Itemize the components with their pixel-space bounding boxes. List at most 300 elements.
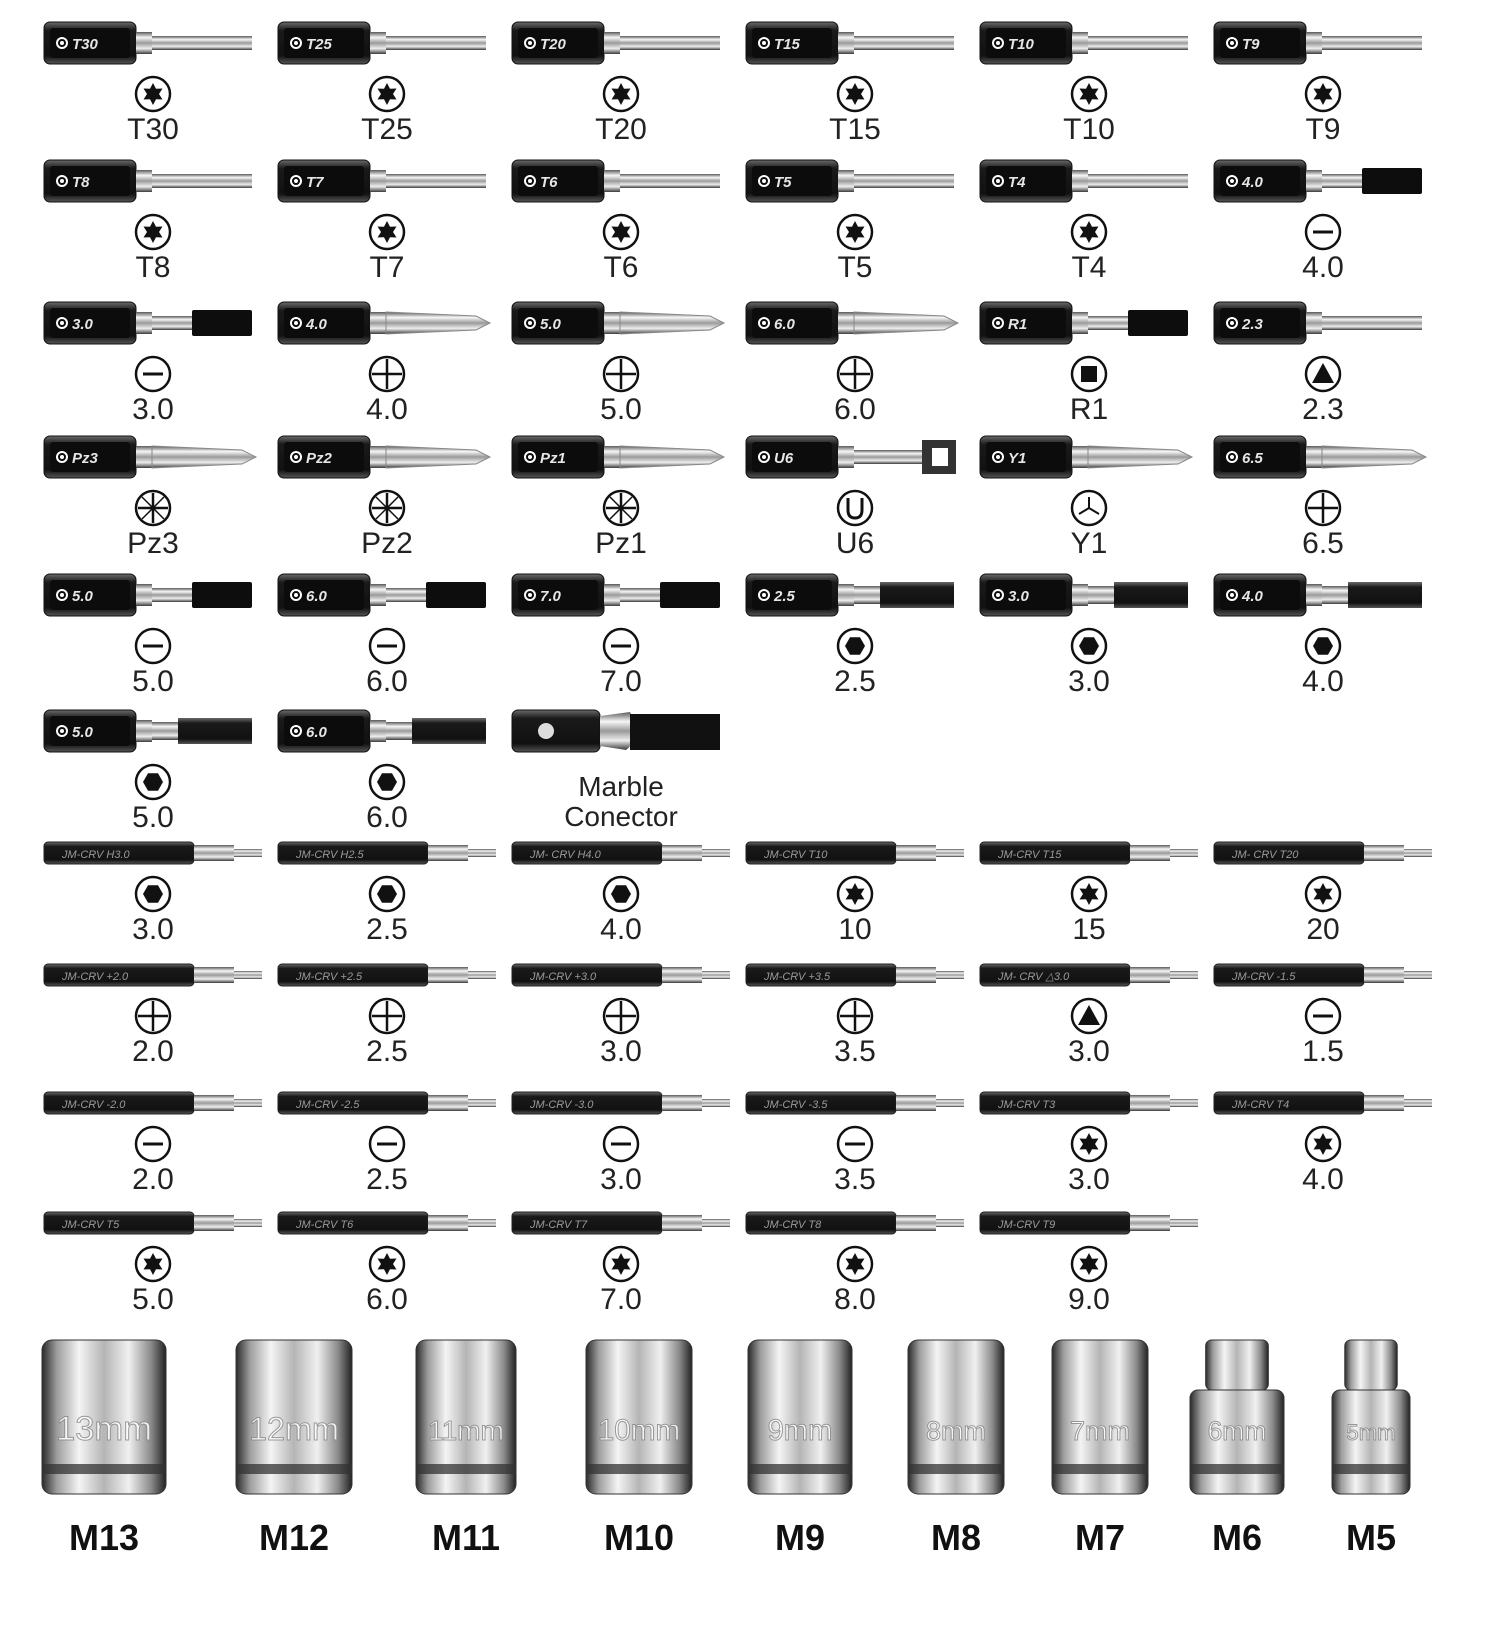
bit-cell (1208, 958, 1438, 1068)
bit-cell (974, 298, 1204, 426)
bit-cell (1208, 156, 1438, 284)
bit-cell (38, 1206, 268, 1316)
bit-image (978, 570, 1200, 622)
bit-image (42, 156, 264, 208)
torx-icon (835, 74, 875, 114)
bit-image (42, 958, 264, 992)
bit-cell (740, 836, 970, 946)
bit-cell (38, 432, 268, 560)
svg-text:8mm: 8mm (926, 1416, 986, 1446)
svg-text:T15: T15 (774, 36, 800, 53)
slot-icon (133, 1124, 173, 1164)
pozi-icon (367, 488, 407, 528)
hex-icon (133, 762, 173, 802)
svg-text:JM-CRV -3.0: JM-CRV -3.0 (530, 1099, 594, 1111)
hex-icon (367, 874, 407, 914)
socket-label: M11 (431, 1517, 501, 1558)
square-icon (1069, 354, 1109, 394)
bit-label: 7.0 (600, 665, 642, 698)
bit-image (276, 570, 498, 622)
socket-label: M5 (1345, 1517, 1396, 1558)
bit-image (276, 432, 498, 484)
bit-cell (740, 958, 970, 1068)
svg-text:R1: R1 (1008, 316, 1028, 333)
svg-text:JM-CRV +2.5: JM-CRV +2.5 (296, 971, 363, 983)
svg-text:JM-CRV T3: JM-CRV T3 (998, 1099, 1056, 1111)
svg-text:6mm: 6mm (1207, 1416, 1267, 1446)
bit-cell (974, 958, 1204, 1068)
svg-text:JM-CRV +3.0: JM-CRV +3.0 (530, 971, 597, 983)
bit-label: 3.0 (600, 1035, 642, 1068)
bit-label: 1.5 (1302, 1035, 1344, 1068)
torx-icon (1069, 74, 1109, 114)
bit-label: 3.0 (1068, 1163, 1110, 1196)
svg-text:6.0: 6.0 (306, 724, 327, 741)
bit-image (1212, 836, 1434, 870)
bit-image (276, 836, 498, 870)
bit-image (978, 1086, 1200, 1120)
bit-image (744, 836, 966, 870)
bit-label: Pz3 (127, 527, 179, 560)
bit-label: Marble (578, 771, 664, 802)
bit-cell (38, 570, 268, 698)
slot-icon (133, 354, 173, 394)
torx-icon (1069, 874, 1109, 914)
svg-text:Pz2: Pz2 (306, 450, 332, 467)
bit-label: 2.3 (1302, 393, 1344, 426)
svg-text:JM- CRV H4.0: JM- CRV H4.0 (530, 849, 601, 861)
socket-image (746, 1336, 854, 1498)
bit-cell (272, 156, 502, 284)
bit-cell (272, 836, 502, 946)
bit-label: Pz1 (595, 527, 647, 560)
bit-image (510, 570, 732, 622)
bit-cell (1208, 18, 1438, 146)
bit-cell (974, 18, 1204, 146)
bit-label: 8.0 (834, 1283, 876, 1316)
bit-cell (272, 432, 502, 560)
socket (906, 1336, 1006, 1559)
bit-image (510, 1086, 732, 1120)
bit-cell (974, 1206, 1204, 1316)
bit-label: T15 (829, 113, 881, 146)
torx-icon (133, 1244, 173, 1284)
svg-text:JM-CRV T6: JM-CRV T6 (296, 1219, 354, 1231)
bit-cell (38, 836, 268, 946)
bit-label: 4.0 (366, 393, 408, 426)
hex-icon (1303, 626, 1343, 666)
bit-cell (38, 18, 268, 146)
bit-cell (740, 156, 970, 284)
svg-text:T20: T20 (540, 36, 566, 53)
svg-text:T5: T5 (774, 174, 792, 191)
bit-label: 2.5 (366, 1163, 408, 1196)
svg-text:JM-CRV T10: JM-CRV T10 (764, 849, 828, 861)
socket-image (906, 1336, 1006, 1498)
phillips-icon (133, 996, 173, 1036)
bit-image (510, 18, 732, 70)
slot-icon (601, 1124, 641, 1164)
svg-text:JM-CRV T8: JM-CRV T8 (764, 1219, 822, 1231)
bit-label: 15 (1072, 913, 1106, 946)
bit-image (1212, 958, 1434, 992)
bit-label: 2.5 (834, 665, 876, 698)
bit-label: 3.0 (1068, 665, 1110, 698)
socket-image (1188, 1336, 1286, 1498)
bit-cell (974, 1086, 1204, 1196)
slot-icon (1303, 996, 1343, 1036)
hex-icon (835, 626, 875, 666)
hex-icon (601, 874, 641, 914)
torx-icon (835, 874, 875, 914)
bit-label: 10 (838, 913, 872, 946)
bit-cell (740, 1206, 970, 1316)
bit-label: Conector (564, 801, 678, 832)
svg-text:JM-CRV T9: JM-CRV T9 (998, 1219, 1056, 1231)
bit-image (744, 570, 966, 622)
torx-icon (835, 1244, 875, 1284)
bit-cell (740, 18, 970, 146)
bit-cell (272, 570, 502, 698)
bit-label: 2.5 (366, 1035, 408, 1068)
bit-image (42, 1086, 264, 1120)
bit-cell (506, 156, 736, 284)
bit-image (276, 1206, 498, 1240)
bit-image (978, 298, 1200, 350)
bit-label: 6.0 (366, 1283, 408, 1316)
socket-label: M12 (258, 1517, 330, 1558)
bit-label: 6.0 (366, 801, 408, 834)
svg-text:T10: T10 (1008, 36, 1034, 53)
bit-label: T8 (135, 251, 171, 284)
bit-label: 3.5 (834, 1163, 876, 1196)
bit-cell (272, 706, 502, 834)
socket (234, 1336, 354, 1559)
bit-label: 2.5 (366, 913, 408, 946)
bit-image (978, 156, 1200, 208)
socket-image (234, 1336, 354, 1498)
torx-icon (1069, 1244, 1109, 1284)
svg-text:Pz1: Pz1 (540, 450, 566, 467)
bit-cell (506, 1086, 736, 1196)
torx-icon (601, 1244, 641, 1284)
bit-image (510, 836, 732, 870)
socket (746, 1336, 854, 1559)
svg-text:JM- CRV △3.0: JM- CRV △3.0 (998, 971, 1070, 983)
torx-icon (367, 74, 407, 114)
socket-label: M6 (1211, 1517, 1262, 1558)
svg-text:JM-CRV T5: JM-CRV T5 (62, 1219, 120, 1231)
bit-label: 3.0 (1068, 1035, 1110, 1068)
bit-label: 3.0 (132, 393, 174, 426)
bit-cell (974, 156, 1204, 284)
bit-label: T20 (595, 113, 647, 146)
svg-text:JM-CRV -2.0: JM-CRV -2.0 (62, 1099, 126, 1111)
svg-text:T4: T4 (1008, 174, 1026, 191)
socket-image (1050, 1336, 1150, 1498)
socket (40, 1336, 168, 1559)
slot-icon (1303, 212, 1343, 252)
svg-text:T9: T9 (1242, 36, 1260, 53)
bit-label: 4.0 (1302, 251, 1344, 284)
socket (414, 1336, 518, 1559)
bit-cell (272, 1086, 502, 1196)
bit-cell (740, 570, 970, 698)
svg-text:5.0: 5.0 (540, 316, 561, 333)
slot-icon (367, 626, 407, 666)
bit-image (744, 298, 966, 350)
bit-image (744, 958, 966, 992)
phillips-icon (601, 354, 641, 394)
bit-image (42, 570, 264, 622)
socket (1188, 1336, 1286, 1559)
slot-icon (133, 626, 173, 666)
socket (584, 1336, 694, 1559)
phillips-icon (601, 996, 641, 1036)
svg-text:7mm: 7mm (1070, 1416, 1130, 1446)
bit-label: 3.0 (600, 1163, 642, 1196)
bit-image (276, 706, 498, 758)
slot-icon (601, 626, 641, 666)
socket-image (584, 1336, 694, 1498)
bit-cell (38, 706, 268, 834)
socket-image (40, 1336, 168, 1498)
bit-image (978, 432, 1200, 484)
bit-cell (1208, 298, 1438, 426)
torx-icon (601, 212, 641, 252)
bit-image (510, 298, 732, 350)
bit-image (744, 18, 966, 70)
bit-image (510, 706, 732, 758)
svg-text:T6: T6 (540, 174, 558, 191)
svg-text:JM-CRV -3.5: JM-CRV -3.5 (764, 1099, 828, 1111)
svg-text:JM-CRV H3.0: JM-CRV H3.0 (62, 849, 130, 861)
svg-text:JM-CRV H2.5: JM-CRV H2.5 (296, 849, 364, 861)
torx-icon (601, 74, 641, 114)
bit-label: 6.5 (1302, 527, 1344, 560)
bit-cell (974, 570, 1204, 698)
bit-cell (506, 570, 736, 698)
socket-label: M13 (68, 1517, 140, 1558)
svg-text:JM-CRV T7: JM-CRV T7 (530, 1219, 588, 1231)
socket-image (1330, 1336, 1412, 1498)
bit-image (276, 298, 498, 350)
bit-label: 4.0 (600, 913, 642, 946)
bit-cell (272, 298, 502, 426)
bit-cell (1208, 836, 1438, 946)
svg-text:5.0: 5.0 (72, 724, 93, 741)
svg-text:5.0: 5.0 (72, 588, 93, 605)
bit-image (978, 958, 1200, 992)
u-icon (835, 488, 875, 528)
bit-label: Y1 (1070, 527, 1108, 560)
bit-label: 20 (1306, 913, 1340, 946)
socket-label: M7 (1074, 1517, 1125, 1558)
pozi-icon (133, 488, 173, 528)
svg-text:JM-CRV T15: JM-CRV T15 (998, 849, 1062, 861)
svg-text:3.0: 3.0 (72, 316, 93, 333)
bit-image (42, 298, 264, 350)
svg-text:11mm: 11mm (428, 1415, 504, 1446)
bit-cell (974, 432, 1204, 560)
bit-cell (740, 432, 970, 560)
bit-cell (506, 836, 736, 946)
bit-label: T30 (127, 113, 179, 146)
bit-image (1212, 156, 1434, 208)
svg-text:JM-CRV +3.5: JM-CRV +3.5 (764, 971, 831, 983)
bit-cell (38, 958, 268, 1068)
bit-label: U6 (835, 527, 875, 560)
svg-text:2.5: 2.5 (774, 588, 795, 605)
bit-label: 5.0 (132, 665, 174, 698)
svg-text:7.0: 7.0 (540, 588, 561, 605)
bit-label: T4 (1071, 251, 1107, 284)
slot-icon (835, 1124, 875, 1164)
bit-image (744, 1206, 966, 1240)
triangle-icon (1069, 996, 1109, 1036)
svg-text:9mm: 9mm (767, 1415, 833, 1447)
svg-text:6.5: 6.5 (1242, 450, 1263, 467)
bit-label: 4.0 (1302, 665, 1344, 698)
triangle-icon (1303, 354, 1343, 394)
svg-text:T25: T25 (306, 36, 332, 53)
svg-text:T30: T30 (72, 36, 98, 53)
bit-cell (974, 836, 1204, 946)
bit-cell (272, 18, 502, 146)
bit-label: 5.0 (600, 393, 642, 426)
phillips-icon (1303, 488, 1343, 528)
bit-image (510, 156, 732, 208)
svg-text:JM- CRV T20: JM- CRV T20 (1232, 849, 1299, 861)
bit-label: T25 (361, 113, 413, 146)
bit-image (1212, 1086, 1434, 1120)
bit-image (276, 18, 498, 70)
bit-image (978, 18, 1200, 70)
svg-text:JM-CRV -1.5: JM-CRV -1.5 (1232, 971, 1296, 983)
torx-icon (367, 1244, 407, 1284)
bit-image (1212, 18, 1434, 70)
phillips-icon (367, 354, 407, 394)
bit-image (978, 836, 1200, 870)
bit-label: Pz2 (361, 527, 413, 560)
bit-label: 5.0 (132, 801, 174, 834)
bit-image (42, 18, 264, 70)
phillips-icon (835, 996, 875, 1036)
svg-text:6.0: 6.0 (306, 588, 327, 605)
svg-text:13mm: 13mm (56, 1410, 152, 1448)
svg-text:Y1: Y1 (1008, 450, 1027, 467)
bit-label: T7 (369, 251, 405, 284)
bit-image (276, 1086, 498, 1120)
bit-label: 2.0 (132, 1163, 174, 1196)
bit-image (978, 1206, 1200, 1240)
svg-text:JM-CRV -2.5: JM-CRV -2.5 (296, 1099, 360, 1111)
bit-cell (506, 1206, 736, 1316)
socket-image (414, 1336, 518, 1498)
svg-text:12mm: 12mm (249, 1411, 339, 1447)
svg-text:10mm: 10mm (597, 1414, 681, 1447)
svg-text:4.0: 4.0 (1242, 588, 1263, 605)
bit-label: 2.0 (132, 1035, 174, 1068)
torx-icon (133, 74, 173, 114)
bit-label: 3.5 (834, 1035, 876, 1068)
bit-label: T5 (837, 251, 873, 284)
bit-cell (1208, 1086, 1438, 1196)
bit-cell (506, 18, 736, 146)
bit-label: 9.0 (1068, 1283, 1110, 1316)
bit-label: T10 (1063, 113, 1115, 146)
svg-text:T7: T7 (306, 174, 324, 191)
hex-icon (367, 762, 407, 802)
bit-image (1212, 432, 1434, 484)
torx-icon (1303, 874, 1343, 914)
svg-text:2.3: 2.3 (1242, 316, 1263, 333)
bit-image (276, 958, 498, 992)
bit-cell (1208, 570, 1438, 698)
bit-image (744, 156, 966, 208)
bit-image (42, 836, 264, 870)
svg-text:JM-CRV +2.0: JM-CRV +2.0 (62, 971, 129, 983)
hex-icon (1069, 626, 1109, 666)
socket-label: M8 (930, 1517, 981, 1558)
bit-image (42, 706, 264, 758)
bit-cell (1208, 432, 1438, 560)
bit-cell (272, 958, 502, 1068)
socket-label: M9 (774, 1517, 825, 1558)
bit-image (744, 432, 966, 484)
bit-cell (506, 298, 736, 426)
torx-icon (835, 212, 875, 252)
torx-icon (367, 212, 407, 252)
socket-label: M10 (603, 1517, 675, 1558)
torx-icon (1069, 212, 1109, 252)
bit-cell (38, 156, 268, 284)
bit-label: T9 (1305, 113, 1341, 146)
bit-cell (38, 298, 268, 426)
bit-label: 5.0 (132, 1283, 174, 1316)
torx-icon (1069, 1124, 1109, 1164)
hex-icon (133, 874, 173, 914)
bit-cell (506, 958, 736, 1068)
bit-label: T6 (603, 251, 639, 284)
socket (1050, 1336, 1150, 1559)
svg-text:6.0: 6.0 (774, 316, 795, 333)
bit-cell (506, 706, 736, 832)
bit-label: 7.0 (600, 1283, 642, 1316)
bit-image (42, 432, 264, 484)
bit-image (510, 958, 732, 992)
bit-label: 6.0 (834, 393, 876, 426)
torx-icon (133, 212, 173, 252)
phillips-icon (835, 354, 875, 394)
svg-text:T8: T8 (72, 174, 90, 191)
svg-text:4.0: 4.0 (306, 316, 327, 333)
bit-cell (272, 1206, 502, 1316)
y-icon (1069, 488, 1109, 528)
bit-cell (506, 432, 736, 560)
bit-cell (38, 1086, 268, 1196)
pozi-icon (601, 488, 641, 528)
svg-text:JM-CRV T4: JM-CRV T4 (1232, 1099, 1290, 1111)
bit-cell (740, 298, 970, 426)
bit-image (1212, 570, 1434, 622)
phillips-icon (367, 996, 407, 1036)
svg-text:5mm: 5mm (1346, 1420, 1396, 1445)
bit-image (510, 1206, 732, 1240)
socket (1330, 1336, 1412, 1559)
bit-image (276, 156, 498, 208)
bit-image (744, 1086, 966, 1120)
